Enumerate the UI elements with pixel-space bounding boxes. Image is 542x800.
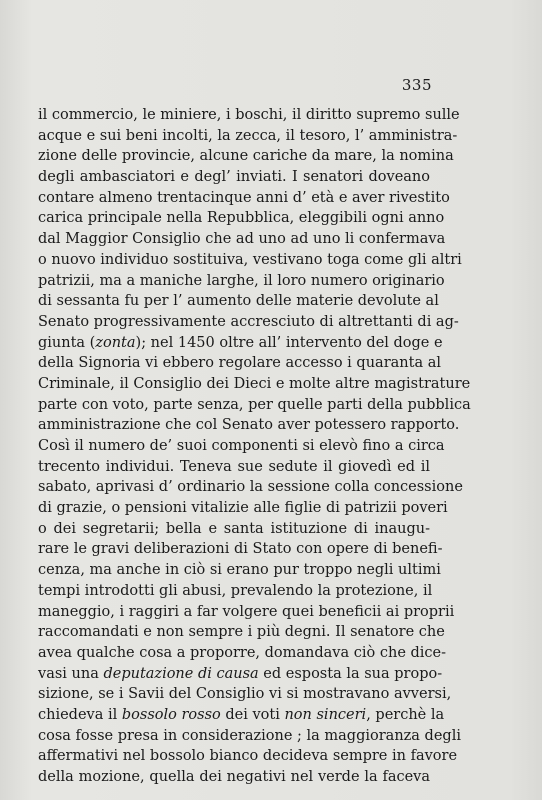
text-line: affermativi nel bossolo bianco decideva sempre in favore: [38, 748, 458, 765]
text-line: chiedeva il bossolo rosso dei voti non sinceri, perchè la: [38, 706, 445, 723]
text-line: patrizii, ma a maniche larghe, il loro numero originario: [38, 272, 445, 289]
text-line: Senato progressivamente accresciuto di altrettanti di ag-: [38, 313, 459, 330]
text-line: zione delle provincie, alcune cariche da mare, la nomina: [38, 148, 454, 165]
text-line: sizione, se i Savii del Consiglio vi si mostravano avversi,: [38, 686, 452, 703]
text-line: o nuovo individuo sostituiva, vestivano toga come gli altri: [38, 251, 462, 268]
text-line: carica principale nella Repubblica, eleggibili ogni anno: [38, 210, 445, 227]
text-line: o dei segretarii; bella e santa istituzione di inaugu-: [38, 520, 430, 537]
text-line: cosa fosse presa in considerazione ; la maggioranza degli: [38, 727, 461, 744]
text-line: rare le gravi deliberazioni di Stato con opere di benefi-: [38, 541, 443, 558]
text-line: di grazie, o pensioni vitalizie alle figlie di patrizii poveri: [38, 500, 448, 517]
text-line: il commercio, le miniere, i boschi, il diritto supremo sulle: [38, 107, 460, 123]
text-line: contare almeno trentacinque anni d’ età e aver rivestito: [38, 189, 450, 206]
text-line: maneggio, i raggiri a far volgere quei beneficii ai proprii: [38, 603, 455, 620]
body-text: [38, 105, 471, 788]
text-line: acque e sui beni incolti, la zecca, il tesoro, l’ amministra-: [38, 127, 458, 144]
text-line: trecento individui. Teneva sue sedute il giovedì ed il: [38, 458, 430, 475]
text-line: Criminale, il Consiglio dei Dieci e molte altre magistrature: [38, 375, 471, 392]
text-line: dal Maggior Consiglio che ad uno ad uno li confermava: [38, 231, 446, 248]
text-line: giunta (zonta); nel 1450 oltre all’ intervento del doge e: [38, 334, 443, 351]
text-line: della mozione, quella dei negativi nel verde la faceva: [38, 769, 430, 785]
text-line: parte con voto, parte senza, per quelle parti della pubblica: [38, 396, 471, 413]
text-line: raccomandati e non sempre i più degni. Il senatore che: [38, 624, 445, 641]
text-line: tempi introdotti gli abusi, prevalendo la protezione, il: [38, 582, 433, 599]
page-number: 335: [401, 76, 432, 94]
text-line: cenza, ma anche in ciò si erano pur troppo negli ultimi: [38, 562, 441, 579]
text-line: di sessanta fu per l’ aumento delle materie devolute al: [38, 293, 439, 310]
text-line: sabato, aprivasi d’ ordinario la sessione colla concessione: [38, 479, 463, 496]
text-line: della Signoria vi ebbero regolare accesso i quaranta al: [38, 355, 441, 372]
text-line: Così il numero de’ suoi componenti si elevò fino a circa: [38, 438, 445, 454]
text-line: vasi una deputazione di causa ed esposta la sua propo-: [38, 665, 443, 682]
text-line: avea qualche cosa a proporre, domandava ciò che dice-: [38, 644, 447, 661]
text-line: degli ambasciatori e degl’ inviati. I senatori doveano: [38, 169, 430, 186]
text-line: amministrazione che col Senato aver potessero rapporto.: [38, 417, 460, 434]
